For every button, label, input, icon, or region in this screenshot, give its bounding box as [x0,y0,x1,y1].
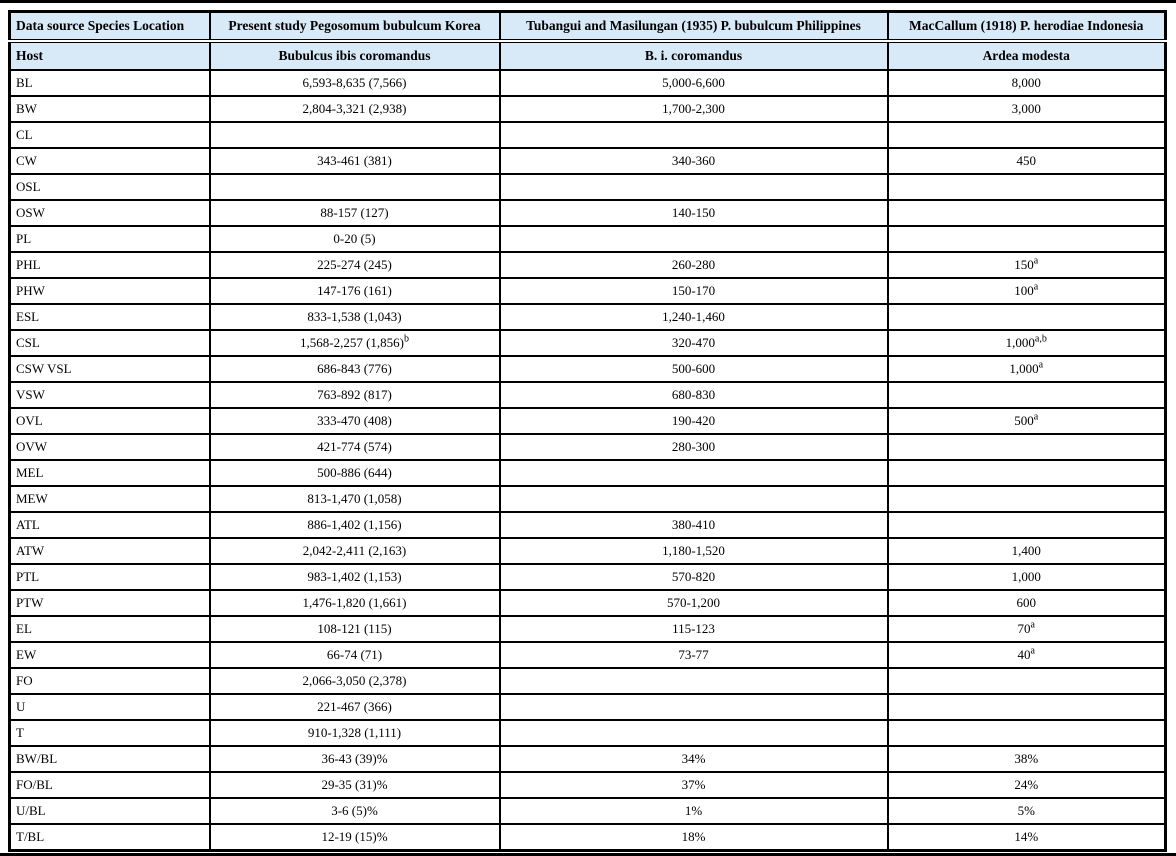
footnote-marker: a [1033,411,1039,423]
row-label: MEW [10,486,210,512]
table-row [10,278,1166,304]
cell-present-study: 36-43 (39)% [210,746,500,772]
table-row [10,434,1166,460]
header-row [10,12,1166,42]
table-row [10,642,1166,668]
cell-tubangui: 73-77 [500,642,888,668]
cell-tubangui: 1,180-1,520 [500,538,888,564]
cell-present-study: 225-274 (245) [210,252,500,278]
row-label: PHW [10,278,210,304]
cell-tubangui [500,460,888,486]
cell-present-study: 910-1,328 (1,111) [210,720,500,746]
table-row [10,96,1166,122]
table-row [10,668,1166,694]
cell-present-study: 813-1,470 (1,058) [210,486,500,512]
cell-tubangui: 150-170 [500,278,888,304]
cell-maccallum [888,694,1166,720]
cell-present-study: 147-176 (161) [210,278,500,304]
cell-tubangui: 680-830 [500,382,888,408]
cell-tubangui: 570-1,200 [500,590,888,616]
cell-tubangui: 260-280 [500,252,888,278]
cell-present-study: 6,593-8,635 (7,566) [210,70,500,96]
cell-present-study: 983-1,402 (1,153) [210,564,500,590]
table-row [10,798,1166,824]
row-label: FO/BL [10,772,210,798]
table-row [10,616,1166,642]
row-label: FO [10,668,210,694]
cell-present-study: 12-19 (15)% [210,824,500,851]
cell-present-study: 833-1,538 (1,043) [210,304,500,330]
cell-tubangui: 1,240-1,460 [500,304,888,330]
cell-present-study: 763-892 (817) [210,382,500,408]
cell-maccallum [888,122,1166,148]
cell-present-study: 1,476-1,820 (1,661) [210,590,500,616]
cell-present-study [210,122,500,148]
footnote-marker: a [1033,281,1039,293]
cell-tubangui: 570-820 [500,564,888,590]
cell-maccallum [888,486,1166,512]
table-row [10,486,1166,512]
cell-maccallum: 8,000 [888,70,1166,96]
cell-maccallum: 5% [888,798,1166,824]
table-row [10,772,1166,798]
cell-present-study: 686-843 (776) [210,356,500,382]
cell-tubangui: 140-150 [500,200,888,226]
cell-maccallum: 1,000 [888,564,1166,590]
table-body [10,70,1166,851]
cell-maccallum [888,226,1166,252]
row-label: EW [10,642,210,668]
comparison-table [8,10,1167,852]
cell-maccallum [888,434,1166,460]
row-label: PHL [10,252,210,278]
cell-maccallum: 70$^a$ [888,616,1166,642]
table-row [10,824,1166,851]
cell-tubangui: 34% [500,746,888,772]
cell-tubangui [500,122,888,148]
table-row [10,512,1166,538]
row-label: ESL [10,304,210,330]
cell-maccallum: 500$^a$ [888,408,1166,434]
table-row [10,408,1166,434]
cell-maccallum [888,668,1166,694]
cell-present-study: 108-121 (115) [210,616,500,642]
table-row [10,538,1166,564]
cell-maccallum: 100$^a$ [888,278,1166,304]
cell-maccallum [888,382,1166,408]
cell-tubangui [500,694,888,720]
cell-maccallum: 150$^a$ [888,252,1166,278]
cell-maccallum: 1,000$^{a,b}$ [888,330,1166,356]
cell-present-study: 343-461 (381) [210,148,500,174]
cell-present-study: 66-74 (71) [210,642,500,668]
cell-present-study: 3-6 (5)% [210,798,500,824]
row-label: U [10,694,210,720]
row-label: PTW [10,590,210,616]
table-row [10,122,1166,148]
cell-maccallum: 14% [888,824,1166,851]
table-row [10,304,1166,330]
row-label: T [10,720,210,746]
host-row [10,41,1166,70]
row-label: VSW [10,382,210,408]
cell-tubangui [500,486,888,512]
footnote-marker: b [404,333,409,345]
table-row [10,70,1166,96]
row-label: CSL [10,330,210,356]
cell-tubangui: 340-360 [500,148,888,174]
cell-tubangui: 18% [500,824,888,851]
cell-tubangui: 5,000-6,600 [500,70,888,96]
row-label: BW [10,96,210,122]
row-label: ATW [10,538,210,564]
cell-tubangui: 320-470 [500,330,888,356]
cell-maccallum: 600 [888,590,1166,616]
table-row [10,200,1166,226]
cell-maccallum [888,460,1166,486]
row-label: BL [10,70,210,96]
header-present-study: Present study Pegosomum bubulcum Korea [210,12,500,42]
table-row [10,330,1166,356]
table-row [10,694,1166,720]
cell-present-study: 1,568-2,257 $(1,856)^b$ [210,330,500,356]
cell-present-study: 0-20 (5) [210,226,500,252]
cell-tubangui [500,174,888,200]
host-present-study: Bubulcus ibis coromandus [210,41,500,70]
cell-present-study: 88-157 (127) [210,200,500,226]
cell-maccallum [888,174,1166,200]
row-label: PTL [10,564,210,590]
row-label: CL [10,122,210,148]
footnote-marker: a [1038,359,1044,371]
header-tubangui-masilungan: Tubangui and Masilungan (1935) P. bubulcum Philippines [500,12,888,42]
cell-tubangui [500,668,888,694]
cell-present-study: 2,066-3,050 (2,378) [210,668,500,694]
row-label: BW/BL [10,746,210,772]
cell-present-study: 886-1,402 (1,156) [210,512,500,538]
cell-present-study: 2,804-3,321 (2,938) [210,96,500,122]
cell-maccallum [888,304,1166,330]
table-row [10,174,1166,200]
cell-maccallum: 450 [888,148,1166,174]
cell-maccallum [888,720,1166,746]
row-label: CSW VSL [10,356,210,382]
table-row [10,460,1166,486]
cell-tubangui [500,720,888,746]
cell-present-study: 29-35 (31)% [210,772,500,798]
header-maccallum: MacCallum (1918) P. herodiae Indonesia [888,12,1166,42]
row-label: OSW [10,200,210,226]
footnote-marker: a,b [1034,333,1047,345]
cell-maccallum: 3,000 [888,96,1166,122]
table-row [10,226,1166,252]
cell-maccallum [888,200,1166,226]
footnote-marker: a [1030,619,1035,631]
header-data-source: Data source Species Location [10,12,210,42]
cell-tubangui: 190-420 [500,408,888,434]
row-label: T/BL [10,824,210,851]
table-row [10,720,1166,746]
cell-present-study: 2,042-2,411 (2,163) [210,538,500,564]
row-label: ATL [10,512,210,538]
cell-present-study: 421-774 (574) [210,434,500,460]
row-label: OVL [10,408,210,434]
cell-maccallum [888,512,1166,538]
cell-tubangui: 115-123 [500,616,888,642]
cell-maccallum: 38% [888,746,1166,772]
table-row [10,590,1166,616]
table-row [10,382,1166,408]
row-label: OSL [10,174,210,200]
cell-maccallum: 24% [888,772,1166,798]
cell-tubangui [500,226,888,252]
table-row [10,356,1166,382]
cell-maccallum: 1,400 [888,538,1166,564]
cell-tubangui: 1,700-2,300 [500,96,888,122]
cell-maccallum: 1,000$^a$ [888,356,1166,382]
row-label: CW [10,148,210,174]
row-label: EL [10,616,210,642]
host-maccallum: Ardea modesta [888,41,1166,70]
cell-present-study [210,174,500,200]
cell-tubangui: 380-410 [500,512,888,538]
host-tubangui: B. i. coromandus [500,41,888,70]
table-row [10,252,1166,278]
row-label: PL [10,226,210,252]
cell-present-study: 221-467 (366) [210,694,500,720]
row-label: MEL [10,460,210,486]
cell-tubangui: 1% [500,798,888,824]
cell-tubangui: 500-600 [500,356,888,382]
footnote-marker: a [1030,645,1035,657]
table-row [10,564,1166,590]
host-row-label: Host [10,41,210,70]
table-row [10,746,1166,772]
cell-maccallum: 40$^a$ [888,642,1166,668]
cell-present-study: 500-886 (644) [210,460,500,486]
cell-tubangui: 280-300 [500,434,888,460]
table-row [10,148,1166,174]
cell-tubangui: 37% [500,772,888,798]
footnote-marker: a [1033,255,1039,267]
row-label: OVW [10,434,210,460]
row-label: U/BL [10,798,210,824]
cell-present-study: 333-470 (408) [210,408,500,434]
